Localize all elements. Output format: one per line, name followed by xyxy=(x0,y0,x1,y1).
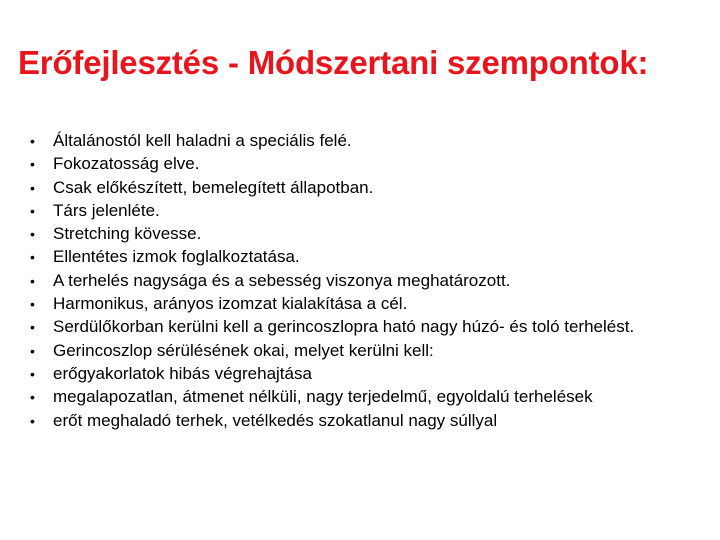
bullet-text: erőt meghaladó terhek, vetélkedés szokatlanul nagy súllyal xyxy=(53,410,498,430)
bullet-text: Serdülőkorban kerülni kell a gerincoszlopra ható nagy húzó- és toló terhelést. xyxy=(53,317,635,337)
bullet-text: Stretching kövesse. xyxy=(53,224,202,244)
bullet-dot-icon: • xyxy=(30,226,35,243)
bullet-text: A terhelés nagysága és a sebesség viszonya meghatározott. xyxy=(53,270,511,290)
bullet-item xyxy=(30,293,670,315)
bullet-dot-icon: • xyxy=(30,179,35,196)
bullet-dot-icon: • xyxy=(30,365,35,382)
bullet-dot-icon: • xyxy=(30,272,35,289)
bullet-item xyxy=(30,363,670,385)
bullet-item xyxy=(30,246,670,268)
bullet-item xyxy=(30,270,670,292)
bullet-dot-icon: • xyxy=(30,296,35,313)
bullet-item xyxy=(30,223,670,245)
bullet-item xyxy=(30,200,670,222)
bullet-dot-icon: • xyxy=(30,342,35,359)
bullet-text: Társ jelenléte. xyxy=(53,200,160,220)
bullet-text: erőgyakorlatok hibás végrehajtása xyxy=(53,363,312,383)
bullet-text: Fokozatosság elve. xyxy=(53,154,200,174)
bullet-dot-icon: • xyxy=(30,202,35,219)
bullet-dot-icon: • xyxy=(30,156,35,173)
bullet-list xyxy=(30,130,670,433)
bullet-item xyxy=(30,340,670,362)
bullet-text: Csak előkészített, bemelegített állapotban. xyxy=(53,177,374,197)
bullet-dot-icon: • xyxy=(30,319,35,336)
bullet-text: Gerincoszlop sérülésének okai, melyet kerülni kell: xyxy=(53,340,434,360)
bullet-item xyxy=(30,130,670,152)
bullet-text: Ellentétes izmok foglalkoztatása. xyxy=(53,247,300,267)
bullet-item xyxy=(30,386,670,408)
bullet-item xyxy=(30,410,670,432)
bullet-dot-icon: • xyxy=(30,133,35,149)
bullet-item xyxy=(30,316,670,338)
bullet-dot-icon: • xyxy=(30,389,35,406)
bullet-item xyxy=(30,177,670,199)
bullet-item xyxy=(30,153,670,175)
slide-title: Erőfejlesztés - Módszertani szempontok: xyxy=(18,44,649,81)
bullet-text: Általánostól kell haladni a speciális felé. xyxy=(53,131,352,150)
bullet-text: Harmonikus, arányos izomzat kialakítása a cél. xyxy=(53,294,408,314)
bullet-text: megalapozatlan, átmenet nélküli, nagy terjedelmű, egyoldalú terhelések xyxy=(53,387,593,407)
bullet-dot-icon: • xyxy=(30,249,35,266)
bullet-dot-icon: • xyxy=(30,412,35,429)
